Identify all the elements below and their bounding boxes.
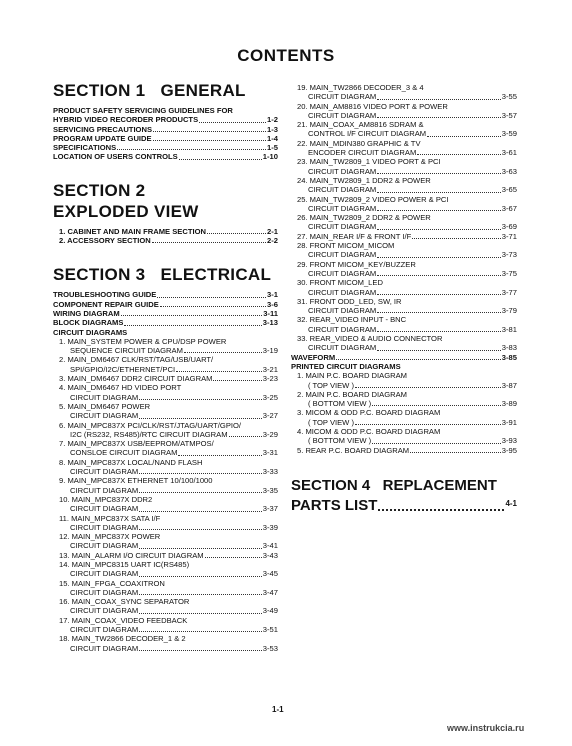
toc-page: 3-31	[262, 448, 278, 458]
toc-row	[53, 300, 278, 309]
toc-item	[297, 232, 517, 241]
section2-subheading: EXPLODED VIEW	[53, 201, 199, 221]
toc-item	[59, 579, 278, 598]
toc-item	[297, 297, 517, 316]
toc-label: 1. MAIN_SYSTEM POWER & CPU/DSP POWER	[59, 336, 227, 346]
toc-label: 12. MAIN_MPC837X POWER	[59, 532, 161, 542]
toc-page: 3-27	[262, 411, 278, 421]
toc-page: 3-59	[501, 129, 517, 139]
toc-label: 18. MAIN_TW2866 DECODER_1 & 2	[59, 634, 186, 644]
toc-page: 3-21	[262, 364, 278, 374]
toc-label: CONTROL I/F CIRCUIT DIAGRAM	[308, 129, 427, 139]
toc-item	[59, 355, 278, 374]
toc-item	[297, 213, 517, 232]
toc-page: 3-95	[501, 445, 517, 455]
toc-label: 11. MAIN_MPC837X SATA I/F	[59, 513, 161, 523]
toc-label: 3. MICOM & ODD P.C. BOARD DIAGRAM	[297, 408, 441, 418]
toc-row	[53, 328, 278, 337]
toc-page: 1-10	[262, 152, 278, 162]
toc-item	[297, 102, 517, 121]
toc-page: 1-5	[267, 143, 278, 153]
toc-label: CIRCUIT DIAGRAM	[308, 203, 377, 213]
toc-label: PROGRAM UPDATE GUIDE	[53, 133, 152, 143]
toc-row	[291, 353, 517, 362]
toc-label: 23. MAIN_TW2809_1 VIDEO PORT & PCI	[297, 157, 441, 167]
toc-item	[297, 157, 517, 176]
pcb-heading: PRINTED CIRCUIT DIAGRAMS	[291, 361, 401, 371]
toc-label: 29. FRONT MICOM_KEY/BUZZER	[297, 259, 416, 269]
toc-item	[297, 120, 517, 139]
toc-page: 3-83	[501, 343, 517, 353]
toc-item	[59, 421, 278, 440]
toc-label: 32. REAR_VIDEO INPUT - BNC	[297, 315, 407, 325]
page-number: 1-1	[272, 705, 284, 714]
toc-label: SPECIFICATIONS	[53, 143, 117, 153]
toc-label: 13. MAIN_ALARM I/O CIRCUIT DIAGRAM	[59, 550, 204, 560]
toc-row	[59, 236, 278, 245]
toc-row	[53, 290, 278, 299]
toc-label: 9. MAIN_MPC837X ETHERNET 10/100/1000	[59, 476, 213, 486]
toc-label: CIRCUIT DIAGRAM	[308, 343, 377, 353]
toc-label: CIRCUIT DIAGRAM	[308, 268, 377, 278]
toc-row	[53, 152, 278, 161]
circuit-diagram-list-continued	[291, 83, 517, 353]
section4-heading: SECTION 4 REPLACEMENT	[291, 476, 497, 494]
toc-label: CIRCUIT DIAGRAM	[70, 522, 139, 532]
toc-page: 3-87	[501, 380, 517, 390]
toc-label: CIRCUIT DIAGRAM	[308, 250, 377, 260]
toc-label: 19. MAIN_TW2866 DECODER_3 & 4	[297, 83, 424, 92]
toc-label: CIRCUIT DIAGRAM	[308, 222, 377, 232]
toc-label: ( BOTTOM VIEW )	[308, 399, 372, 409]
toc-item	[297, 446, 517, 455]
toc-page: 3-39	[262, 522, 278, 532]
toc-page: 1-3	[267, 124, 278, 134]
toc-label: WIRING DIAGRAM	[53, 308, 120, 318]
toc-label: WAVEFORM	[291, 352, 336, 362]
toc-item	[59, 402, 278, 421]
toc-page: 3-41	[262, 541, 278, 551]
toc-label: ENCODER CIRCUIT DIAGRAM	[308, 148, 417, 158]
toc-label: 4. MAIN_DM6467 HD VIDEO PORT	[59, 383, 182, 393]
section2-heading: SECTION 2	[53, 180, 146, 200]
toc-page: 3-23	[262, 374, 278, 384]
toc-page: 1-2	[267, 115, 278, 125]
toc-label: 25. MAIN_TW2809_2 VIDEO POWER & PCI	[297, 194, 449, 204]
toc-row	[53, 143, 278, 152]
toc-label: I2C (RS232, RS485)/RTC CIRCUIT DIAGRAM	[70, 429, 228, 439]
toc-label: 22. MAIN_MDIN380 GRAPHIC & TV	[297, 138, 421, 148]
section1-heading: SECTION 1 GENERAL	[53, 81, 246, 100]
toc-label: 14. MAIN_MPC8315 UART IC(RS485)	[59, 559, 190, 569]
toc-label: 1. MAIN P.C. BOARD DIAGRAM	[297, 371, 407, 381]
toc-page: 3-25	[262, 392, 278, 402]
toc-label: 10. MAIN_MPC837X DDR2	[59, 494, 153, 504]
toc-label: 24. MAIN_TW2809_1 DDR2 & POWER	[297, 175, 431, 185]
toc-label: 27. MAIN_REAR I/F & FRONT I/F	[297, 231, 412, 241]
toc-item	[59, 495, 278, 514]
toc-item	[297, 334, 517, 353]
toc-label: CIRCUIT DIAGRAM	[308, 166, 377, 176]
toc-label: SERVICING PRECAUTIONS	[53, 124, 153, 134]
toc-label: 2. ACCESSORY SECTION	[59, 236, 151, 246]
toc-item	[297, 176, 517, 195]
toc-page: 3-79	[501, 306, 517, 316]
toc-item	[297, 241, 517, 260]
toc-item	[59, 374, 278, 383]
toc-label: CIRCUIT DIAGRAM	[70, 643, 139, 653]
toc-item	[297, 195, 517, 214]
section3-heading: SECTION 3 ELECTRICAL	[53, 265, 272, 285]
toc-item	[297, 278, 517, 297]
toc-item	[59, 560, 278, 579]
toc-label: 4. MICOM & ODD P.C. BOARD DIAGRAM	[297, 426, 441, 436]
toc-page: 2-2	[267, 236, 278, 246]
toc-page: 3-6	[267, 299, 278, 309]
toc-label: TROUBLESHOOTING GUIDE	[53, 290, 157, 300]
right-column	[291, 83, 517, 515]
toc-label: 6. MAIN_MPC837X PCI/CLK/RST/JTAG/UART/GPIO/	[59, 420, 242, 430]
toc-page: 3-65	[501, 185, 517, 195]
watermark: www.instrukcia.ru	[447, 723, 525, 733]
toc-row	[53, 115, 278, 124]
toc-label: CIRCUIT DIAGRAM	[308, 287, 377, 297]
toc-item	[297, 371, 517, 390]
toc-label: 33. REAR_VIDEO & AUDIO CONNECTOR	[297, 334, 443, 344]
toc-label: 16. MAIN_COAX_SYNC SEPARATOR	[59, 597, 190, 607]
toc-page: 3-49	[262, 606, 278, 616]
toc-label: 3. MAIN_DM6467 DDR2 CIRCUIT DIAGRAM	[59, 374, 213, 384]
toc-label: BLOCK DIAGRAMS	[53, 318, 124, 328]
toc-label: 7. MAIN_MPC837X USB/EEPROM/ATMPOS/	[59, 439, 214, 449]
toc-item	[59, 337, 278, 356]
toc-label: 2. MAIN P.C. BOARD DIAGRAM	[297, 389, 407, 399]
toc-label: 31. FRONT ODD_LED, SW, IR	[297, 296, 402, 306]
toc-label: CIRCUIT DIAGRAM	[70, 392, 139, 402]
toc-label: 26. MAIN_TW2809_2 DDR2 & POWER	[297, 213, 431, 223]
toc-label: HYBRID VIDEO RECORDER PRODUCTS	[53, 115, 199, 125]
toc-page: 3-93	[501, 436, 517, 446]
circuit-diagram-list	[53, 337, 278, 653]
toc-label: COMPONENT REPAIR GUIDE	[53, 299, 159, 309]
toc-label: 30. FRONT MICOM_LED	[297, 278, 383, 288]
toc-page: 3-61	[501, 148, 517, 158]
toc-label: CIRCUIT DIAGRAM	[308, 324, 377, 334]
toc-label: 21. MAIN_COAX_AM8816 SDRAM &	[297, 120, 424, 130]
toc-page: 3-47	[262, 587, 278, 597]
toc-page: 3-53	[262, 643, 278, 653]
toc-label: 17. MAIN_COAX_VIDEO FEEDBACK	[59, 615, 188, 625]
left-column	[53, 80, 278, 653]
toc-row	[59, 227, 278, 236]
toc-item	[297, 427, 517, 446]
toc-label: CIRCUIT DIAGRAM	[70, 625, 139, 635]
toc-item	[59, 383, 278, 402]
toc-item	[59, 551, 278, 560]
toc-page: 3-71	[501, 231, 517, 241]
toc-label: SPI/GPIO/I2C/ETHERNET/PCI	[70, 364, 176, 374]
toc-item	[297, 139, 517, 158]
toc-label: CIRCUIT DIAGRAM	[308, 92, 377, 102]
toc-label: 15. MAIN_FPGA_COAXITRON	[59, 578, 165, 588]
toc-label: ( BOTTOM VIEW )	[308, 436, 372, 446]
toc-label: CIRCUIT DIAGRAM	[70, 467, 139, 477]
toc-page: 3-45	[262, 569, 278, 579]
toc-item	[59, 458, 278, 477]
toc-item	[59, 439, 278, 458]
toc-page: 3-43	[262, 550, 278, 560]
toc-label: LOCATION OF USERS CONTROLS	[53, 152, 178, 162]
toc-item	[297, 83, 517, 102]
toc-label: PRODUCT SAFETY SERVICING GUIDELINES FOR	[53, 106, 233, 115]
toc-label: CIRCUIT DIAGRAM	[70, 587, 139, 597]
waveform-row	[291, 353, 517, 362]
toc-label: CIRCUIT DIAGRAM	[70, 569, 139, 579]
toc-label: CIRCUIT DIAGRAM	[308, 110, 377, 120]
toc-page: 3-91	[501, 417, 517, 427]
toc-page: 3-11	[263, 308, 278, 318]
toc-page: 3-81	[501, 324, 517, 334]
toc-page: 3-57	[501, 110, 517, 120]
toc-label: ( TOP VIEW )	[308, 417, 354, 427]
toc-page: 3-89	[501, 399, 517, 409]
toc-label: CIRCUIT DIAGRAM	[70, 504, 139, 514]
toc-label: 28. FRONT MICOM_MICOM	[297, 241, 395, 251]
toc-label: 5. REAR P.C. BOARD DIAGRAM	[297, 445, 410, 455]
toc-page: 3-29	[262, 429, 278, 439]
toc-item	[59, 634, 278, 653]
toc-page: 3-13	[262, 318, 278, 328]
toc-item	[297, 260, 517, 279]
toc-page: 3-37	[262, 504, 278, 514]
toc-item	[59, 532, 278, 551]
toc-label: 5. MAIN_DM6467 POWER	[59, 401, 151, 411]
toc-page: 1-4	[267, 133, 278, 143]
toc-page: 3-55	[501, 92, 517, 102]
toc-page: 3-69	[501, 222, 517, 232]
toc-row	[53, 106, 278, 115]
toc-item	[297, 408, 517, 427]
toc-label: CIRCUIT DIAGRAM	[70, 485, 139, 495]
section1-list	[53, 106, 278, 162]
toc-label: CONSLOE CIRCUIT DIAGRAM	[70, 448, 178, 458]
toc-page: 2-1	[267, 226, 278, 236]
toc-page: 3-67	[501, 203, 517, 213]
toc-label: 8. MAIN_MPC837X LOCAL/NAND FLASH	[59, 457, 203, 467]
toc-label: CIRCUIT DIAGRAM	[70, 541, 139, 551]
toc-label: 2. MAIN_DM6467 CLK/RST/TAG/USB/UART/	[59, 355, 214, 365]
toc-label: 20. MAIN_AM8816 VIDEO PORT & POWER	[297, 101, 448, 111]
section2-list	[53, 227, 278, 246]
toc-page: 3-1	[267, 290, 278, 300]
toc-label: CIRCUIT DIAGRAM	[308, 185, 377, 195]
toc-row	[53, 318, 278, 327]
toc-label: CIRCUIT DIAGRAMS	[53, 327, 128, 337]
toc-page: 3-19	[262, 346, 278, 356]
page-title: CONTENTS	[237, 46, 335, 65]
toc-row	[53, 134, 278, 143]
toc-label: ( TOP VIEW )	[308, 380, 354, 390]
toc-label: SEQUENCE CIRCUIT DIAGRAM	[70, 346, 183, 356]
toc-page: 3-75	[501, 268, 517, 278]
toc-item	[59, 616, 278, 635]
toc-item	[59, 476, 278, 495]
toc-item	[59, 597, 278, 616]
toc-page: 3-77	[501, 287, 517, 297]
toc-page: 3-63	[501, 166, 517, 176]
toc-row	[53, 309, 278, 318]
toc-label: 1. CABINET AND MAIN FRAME SECTION	[59, 226, 206, 236]
toc-label: CIRCUIT DIAGRAM	[308, 306, 377, 316]
toc-page: 3-51	[262, 625, 278, 635]
toc-item	[59, 514, 278, 533]
toc-item	[297, 390, 517, 409]
section4-parts-list-row: PARTS LIST 4-1	[291, 496, 517, 514]
toc-page: 3-35	[262, 485, 278, 495]
toc-page: 3-73	[501, 250, 517, 260]
toc-row	[53, 125, 278, 134]
section3-list	[53, 290, 278, 336]
toc-page: 3-33	[262, 467, 278, 477]
toc-item	[297, 315, 517, 334]
toc-page: 3-85	[501, 352, 517, 362]
toc-label: CIRCUIT DIAGRAM	[70, 411, 139, 421]
pcb-list	[291, 371, 517, 455]
toc-label: CIRCUIT DIAGRAM	[70, 606, 139, 616]
